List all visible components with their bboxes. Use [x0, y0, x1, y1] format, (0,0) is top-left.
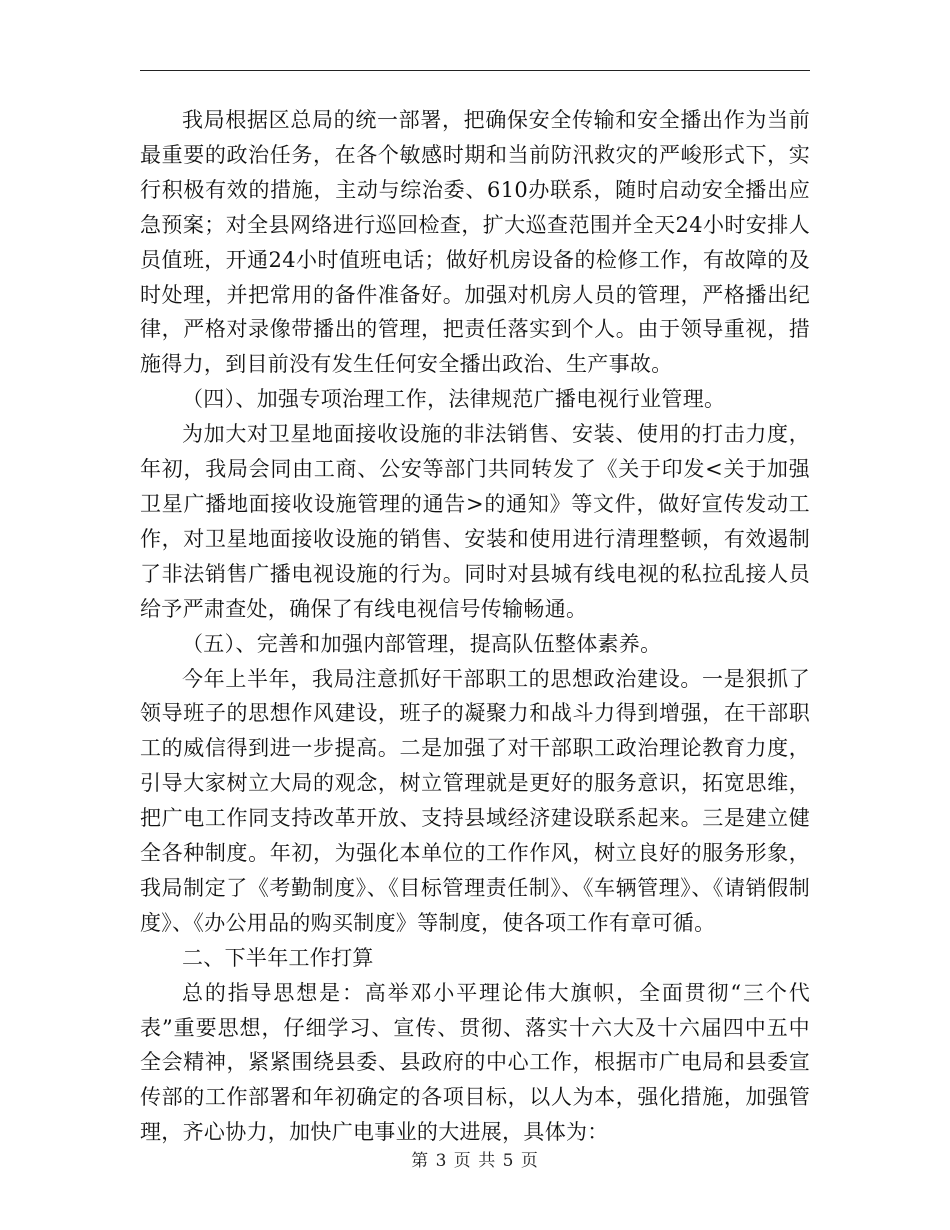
- paragraph-internal-management: 今年上半年，我局注意抓好干部职工的思想政治建设。一是狠抓了领导班子的思想作风建设，班子的凝聚力和战斗力得到增强，在干部职工的威信得到进一步提高。二是加强了对干部职工政治理论教育力度，引导大家树立大局的观念，树立管理就是更好的服务意识，拓宽思维，把广电工作同支持改革开放、支持县域经济建设联系起来。三是建立健全各种制度。年初，为强化本单位的工作作风，树立良好的服务形象，我局制定了《考勤制度》、《目标管理责任制》、《车辆管理》、《请销假制度》、《办公用品的购买制度》等制度，使各项工作有章可循。: [140, 666, 810, 935]
- document-body: [140, 103, 810, 1150]
- header-rule: [140, 70, 810, 71]
- section-heading-4: （四）、加强专项治理工作，法律规范广播电视行业管理。: [182, 387, 726, 412]
- section-heading-5: （五）、完善和加强内部管理，提高队伍整体素养。: [182, 631, 662, 656]
- paragraph-guiding-thought: 总的指导思想是：高举邓小平理论伟大旗帜，全面贯彻“三个代表”重要思想，仔细学习、宣传、贯彻、落实十六大及十六届四中五中全会精神，紧紧围绕县委、县政府的中心工作，根据市广电局和县委宣传部的工作部署和年初确定的各项目标，以人为本，强化措施，加强管理，齐心协力，加快广电事业的大进展，具体为：: [140, 980, 810, 1145]
- page-number-footer: 第 3 页 共 5 页: [411, 1151, 539, 1171]
- section-heading-plan: 二、下半年工作打算: [182, 945, 374, 970]
- paragraph-safety-broadcast: 我局根据区总局的统一部署，把确保安全传输和安全播出作为当前最重要的政治任务，在各个敏感时期和当前防汛救灾的严峻形式下，实行积极有效的措施，主动与综治委、610办联系，随时启动安全播出应急预案；对全县网络进行巡回检查，扩大巡查范围并全天24小时安排人员值班，开通24小时值班电话；做好机房设备的检修工作，有故障的及时处理，并把常用的备件准备好。加强对机房人员的管理，严格播出纪律，严格对录像带播出的管理，把责任落实到个人。由于领导重视，措施得力，到目前没有发生任何安全播出政治、生产事故。: [140, 108, 810, 377]
- paragraph-satellite-management: 为加大对卫星地面接收设施的非法销售、安装、使用的打击力度，年初，我局会同由工商、公安等部门共同转发了《关于印发<关于加强卫星广播地面接收设施管理的通告>的通知》等文件，做好宣传发动工作，对卫星地面接收设施的销售、安装和使用进行清理整顿，有效遏制了非法销售广播电视设施的行为。同时对县城有线电视的私拉乱接人员给予严肃查处，确保了有线电视信号传输畅通。: [140, 422, 810, 621]
